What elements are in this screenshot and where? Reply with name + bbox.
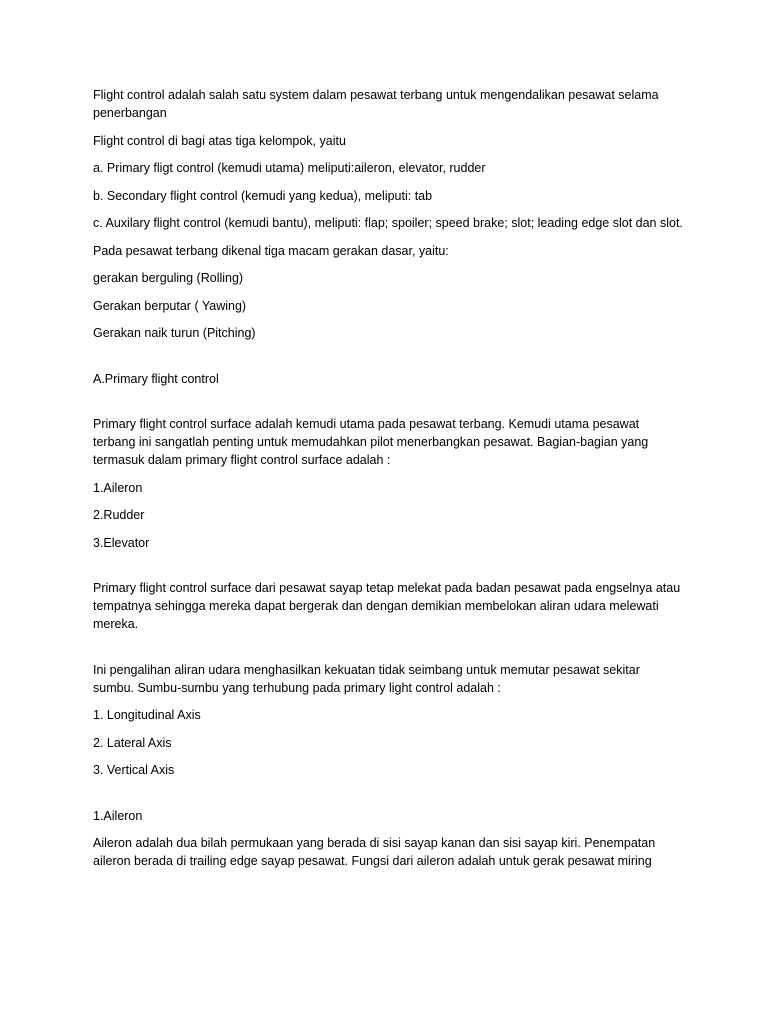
list-item-secondary: b. Secondary flight control (kemudi yang kedua), meliputi: tab xyxy=(93,188,433,203)
spacer xyxy=(93,561,683,579)
aileron-description: Aileron adalah dua bilah permukaan yang berada di sisi sayap kanan dan sisi sayap kiri. Penempatan aileron berada di trailing edge sayap pesawat. Fungsi dari aileron adalah untuk gerak pesawat miring xyxy=(93,836,656,868)
axis-vertical: 3. Vertical Axis xyxy=(93,763,175,777)
movement-rolling: gerakan berguling (Rolling) xyxy=(93,271,244,285)
list-item-primary: a. Primary fligt control (kemudi utama) meliputi:aileron, elevator, rudder xyxy=(93,161,486,175)
list-item-auxilary: c. Auxilary flight control (kemudi bantu), meliputi: flap; spoiler; speed brake; slot; leading edge slot dan slot. xyxy=(93,216,683,230)
intro-paragraph: Flight control adalah salah satu system dalam pesawat terbang untuk mengendalikan pesawat selama penerbangan xyxy=(93,88,659,120)
part-aileron: 1.Aileron xyxy=(93,480,143,495)
groups-intro: Flight control di bagi atas tiga kelompok, yaitu xyxy=(93,133,346,148)
surface-attachment-paragraph: Primary flight control surface dari pesawat sayap tetap melekat pada badan pesawat pada engselnya atau tempatnya sehingga mereka dapat bergerak dan dengan demikian membelokan aliran udara melewati mereka. xyxy=(93,581,681,631)
movements-intro: Pada pesawat terbang dikenal tiga macam gerakan dasar, yaitu: xyxy=(93,243,449,258)
section-heading-aileron: 1.Aileron xyxy=(93,808,143,823)
primary-description: Primary flight control surface adalah kemudi utama pada pesawat terbang. Kemudi utama pesawat terbang ini sangatlah penting untuk memudahkan pilot menerbangkan pesawat. Bagian-bagian yang termasuk dalam primary flight control surface adalah : xyxy=(93,417,649,467)
movement-yawing: Gerakan berputar ( Yawing) xyxy=(93,298,247,313)
part-elevator: 3.Elevator xyxy=(93,535,150,550)
spacer xyxy=(93,352,683,370)
movement-pitching: Gerakan naik turun (Pitching) xyxy=(93,326,256,340)
axis-longitudinal: 1. Longitudinal Axis xyxy=(93,708,201,722)
spacer xyxy=(93,397,683,415)
section-heading-primary: A.Primary flight control xyxy=(93,371,219,386)
spacer xyxy=(93,643,683,661)
spacer xyxy=(93,789,683,807)
axis-lateral: 2. Lateral Axis xyxy=(93,735,172,750)
airflow-paragraph: Ini pengalihan aliran udara menghasilkan kekuatan tidak seimbang untuk memutar pesawat sekitar sumbu. Sumbu-sumbu yang terhubung pada primary light control adalah : xyxy=(93,662,640,695)
document-page xyxy=(93,86,683,880)
part-rudder: 2.Rudder xyxy=(93,508,145,522)
